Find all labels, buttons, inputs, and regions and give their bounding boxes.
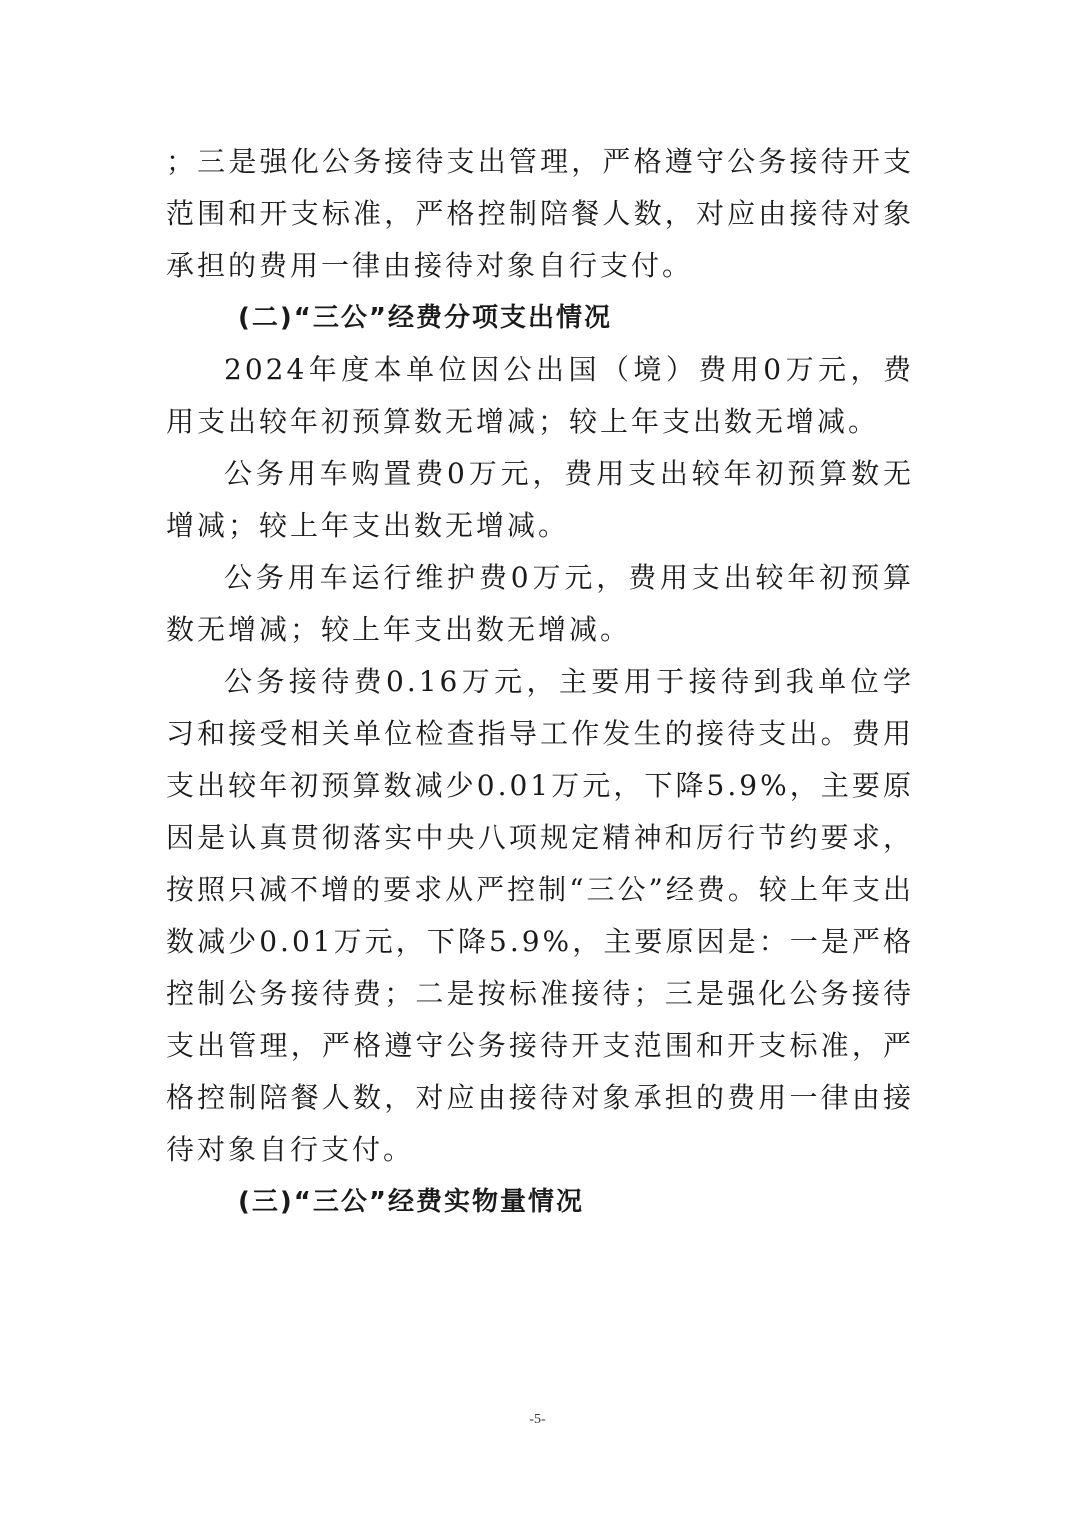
body-paragraph: 公务用车运行维护费0万元，费用支出较年初预算数无增减；较上年支出数无增减。 — [166, 561, 914, 646]
body-paragraph: 公务用车购置费0万元，费用支出较年初预算数无增减；较上年支出数无增减。 — [166, 457, 914, 542]
page-number: -5- — [529, 1412, 546, 1427]
body-paragraph: 公务接待费0.16万元，主要用于接待到我单位学习和接受相关单位检查指导工作发生的接待支出。费用支出较年初预算数减少0.01万元，下降5.9%，主要原因是认真贯彻落实中央八项规定精神和厉行节约要求，按照只减不增的要求从严控制“三公”经费。较上年支出数减少0.01万元，下降5.9%，主要原因是：一是严格控制公务接待费；二是按标准接待；三是强化公务接待支出管理，严格遵守公务接待开支范围和开支标准，严格控制陪餐人数，对应由接待对象承担的费用一律由接待对象自行支付。 — [166, 665, 914, 1166]
section-heading: (二)“三公”经费分项支出情况 — [238, 303, 612, 333]
body-paragraph: 2024年度本单位因公出国（境）费用0万元，费用支出较年初预算数无增减；较上年支出数无增减。 — [166, 353, 914, 438]
document-body — [166, 136, 914, 1228]
section-heading: (三)“三公”经费实物量情况 — [238, 1187, 584, 1217]
body-paragraph: ；三是强化公务接待支出管理，严格遵守公务接待开支范围和开支标准，严格控制陪餐人数，对应由接待对象承担的费用一律由接待对象自行支付。 — [166, 145, 914, 282]
